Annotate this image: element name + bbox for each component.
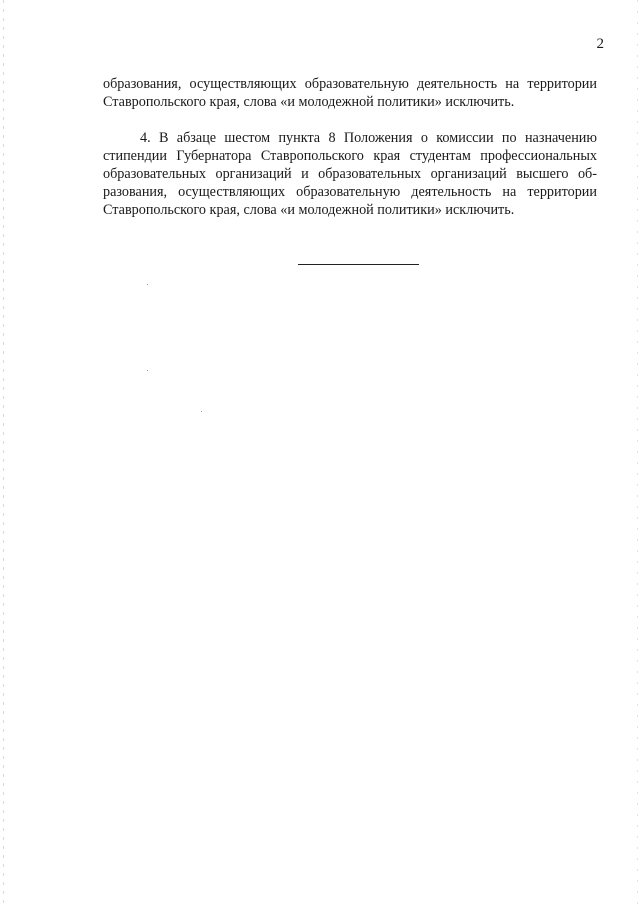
scan-edge-left xyxy=(3,0,4,905)
paragraph-line: образования, осуществляющих образовательную деятельность на территории xyxy=(103,76,597,92)
paragraph-line: Ставропольского края, слова «и молодежной политики» исключить. xyxy=(103,94,515,110)
scan-speck xyxy=(147,370,148,371)
end-separator-line xyxy=(298,264,419,265)
paragraph-continuation xyxy=(103,75,597,111)
paragraph-line: Ставропольского края, слова «и молодежной политики» исключить. xyxy=(103,202,515,218)
paragraph-line: 4. В абзаце шестом пункта 8 Положения о комиссии по назначению xyxy=(140,130,597,146)
paragraph-line: разования, осуществляющих образовательную деятельность на территории xyxy=(103,184,597,200)
paragraph-item-4 xyxy=(103,129,597,219)
page-number: 2 xyxy=(596,36,604,52)
scan-speck xyxy=(201,411,202,412)
scan-speck xyxy=(147,284,148,285)
scan-edge-right xyxy=(637,0,638,905)
paragraph-line: стипендии Губернатора Ставропольского края студентам профессиональных xyxy=(103,148,597,164)
paragraph-line: образовательных организаций и образовательных организаций высшего об- xyxy=(103,166,597,182)
